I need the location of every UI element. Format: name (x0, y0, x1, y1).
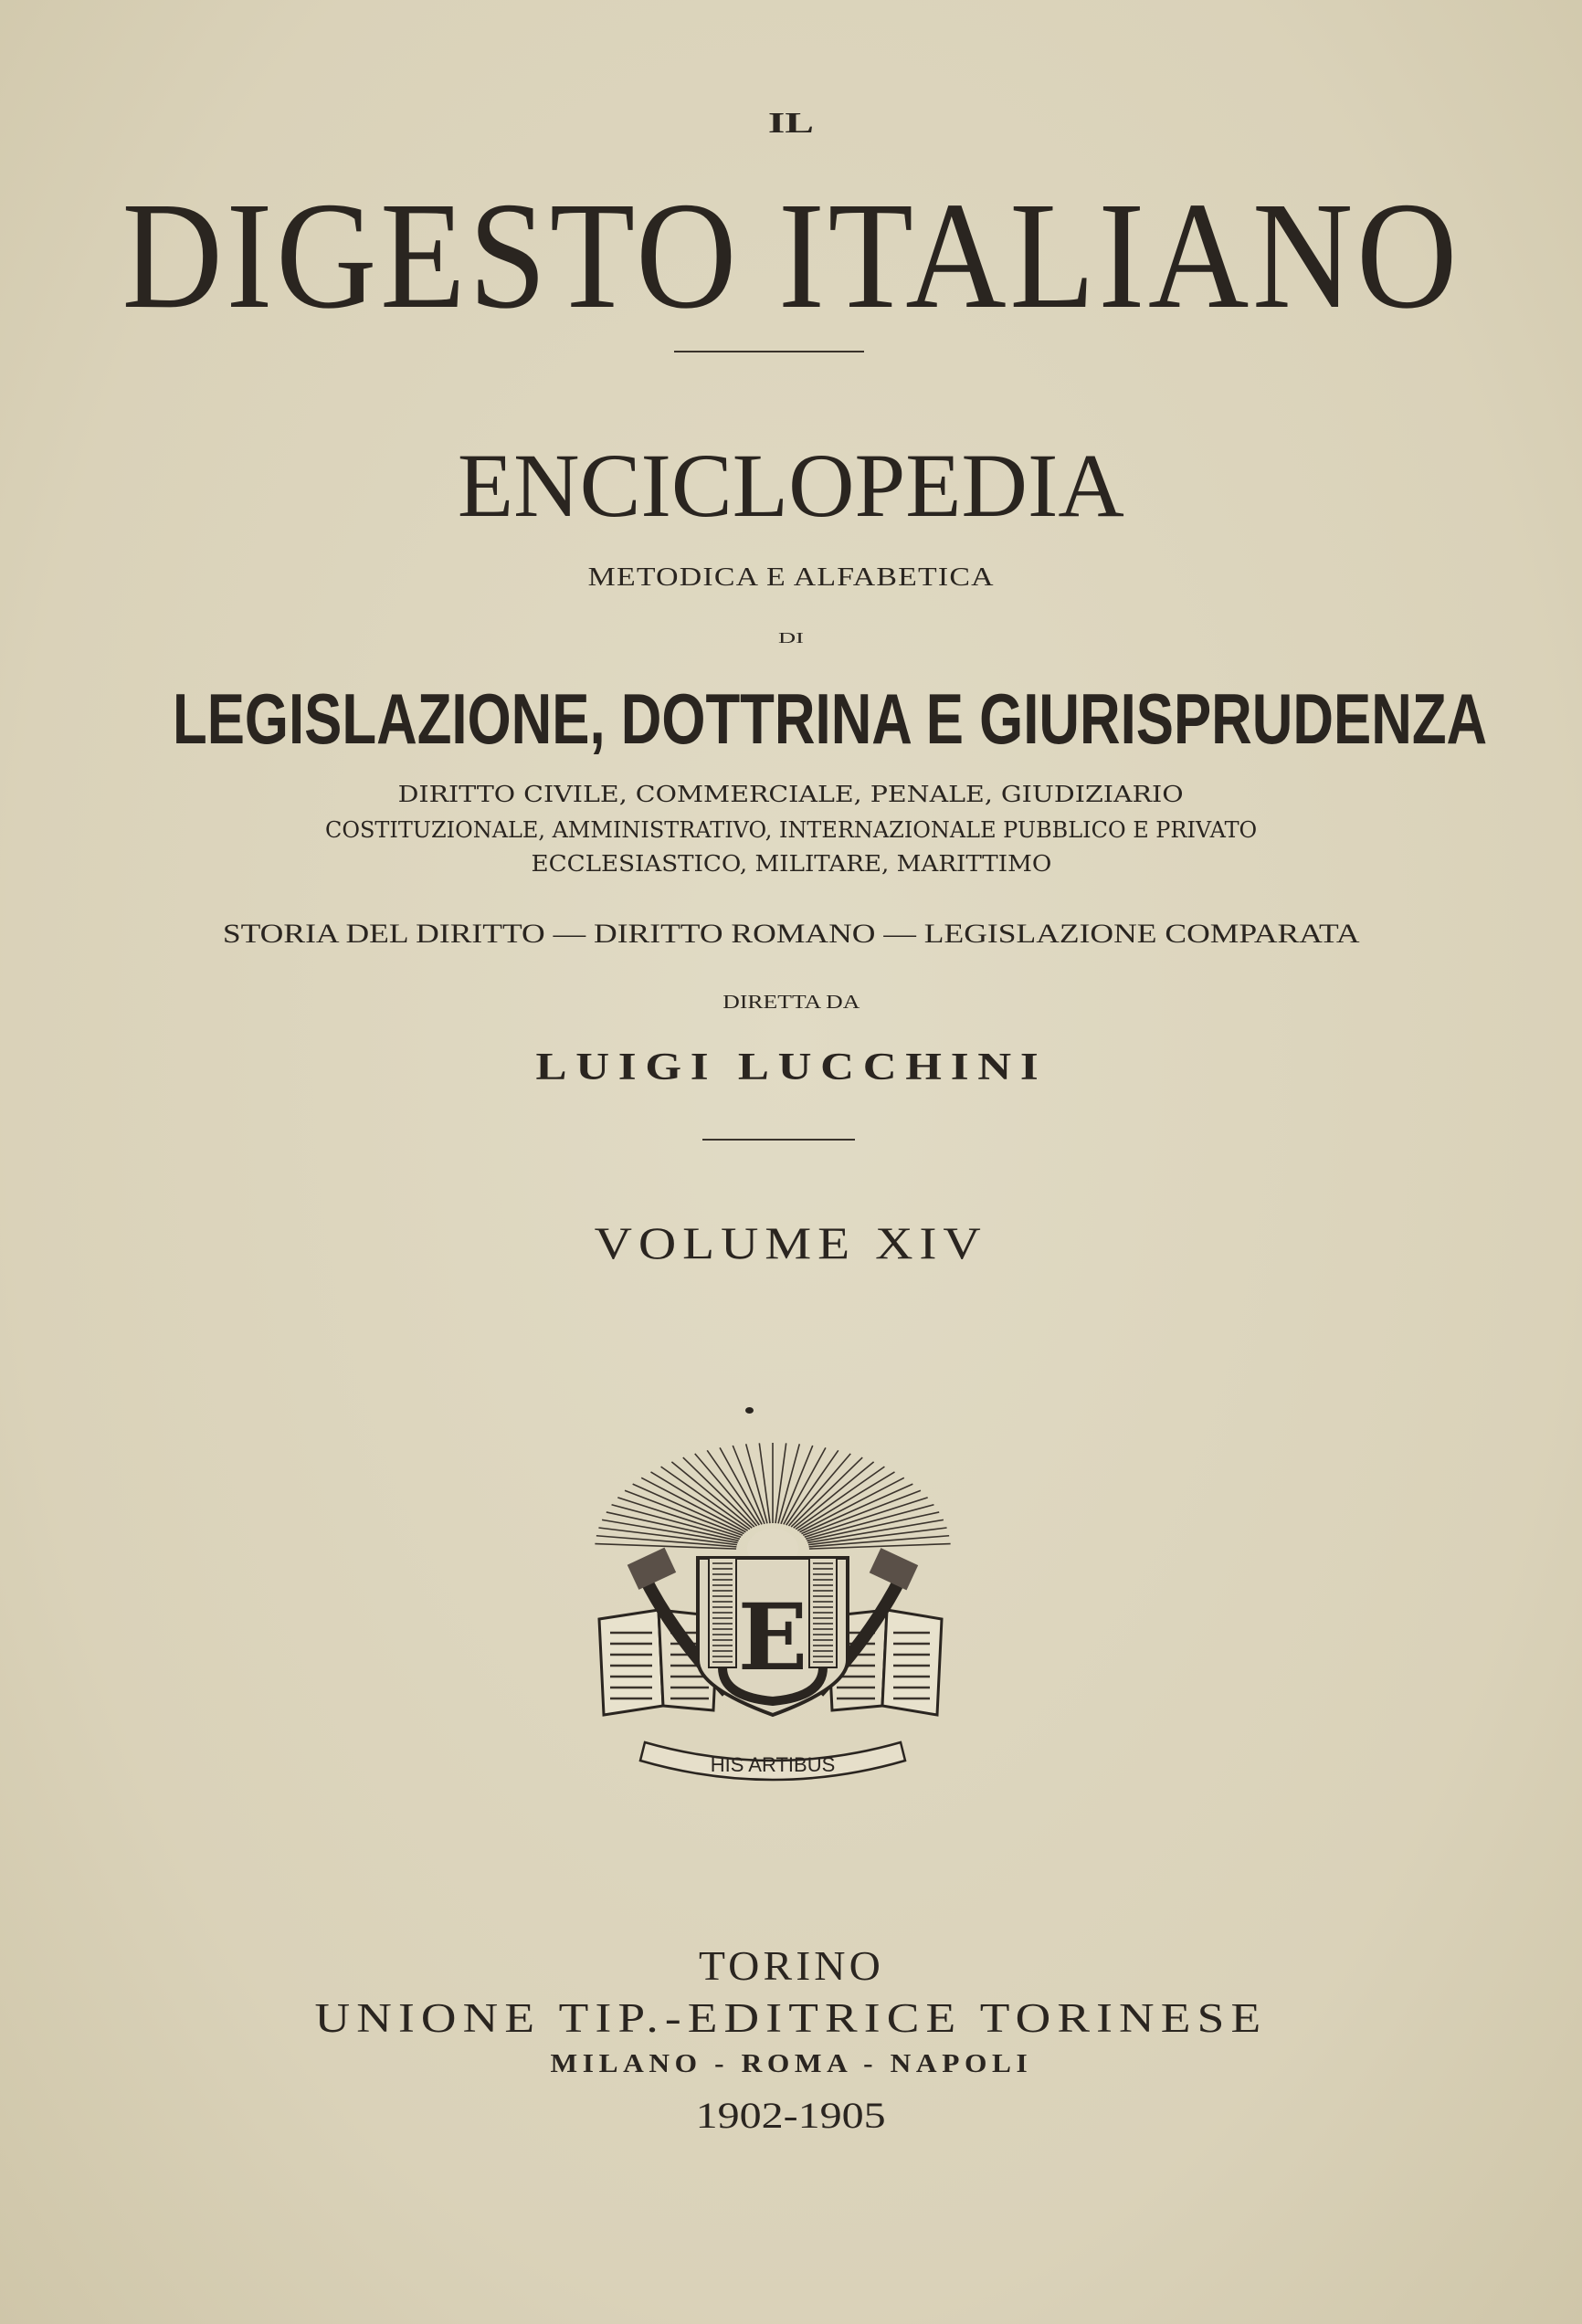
branches-line: COSTITUZIONALE, AMMINISTRATIVO, INTERNAZIONALE PUBBLICO E PRIVATO (324, 817, 1258, 843)
city: TORINO (698, 1942, 884, 1989)
branches-line: ECCLESIASTICO, MILITARE, MARITTIMO (531, 851, 1051, 877)
subject-heading: LEGISLAZIONE, DOTTRINA E GIURISPRUDENZA (172, 678, 1488, 759)
editor-name: LUIGI LUCCHINI (534, 1046, 1048, 1088)
divider-rule (674, 351, 864, 352)
subtitle: ENCICLOPEDIA (458, 435, 1124, 536)
publication-years: 1902-1905 (695, 2095, 886, 2136)
subtitle-qualifier: METODICA E ALFABETICA (587, 563, 995, 592)
title-article: IL (767, 106, 814, 139)
motto-text: HIS ARTIBUS (710, 1753, 836, 1776)
branch-cities: MILANO - ROMA - NAPOLI (550, 2050, 1032, 2078)
branches-line: DIRITTO CIVILE, COMMERCIALE, PENALE, GIUDIZIARIO (398, 782, 1184, 807)
main-title: DIGESTO ITALIANO (121, 171, 1461, 341)
publisher-name: UNIONE TIP.-EDITRICE TORINESE (314, 1995, 1268, 2041)
volume-number: VOLUME XIV (594, 1217, 988, 1268)
publisher-logo (590, 1441, 955, 1793)
ornament-dot (745, 1407, 754, 1414)
fields-line: STORIA DEL DIRITTO — DIRITTO ROMANO — LEGISLAZIONE COMPARATA (222, 919, 1360, 949)
divider-rule (702, 1139, 855, 1141)
directed-by-label: DIRETTA DA (722, 991, 860, 1013)
preposition: DI (777, 629, 804, 647)
svg-text:E: E (737, 1583, 808, 1691)
